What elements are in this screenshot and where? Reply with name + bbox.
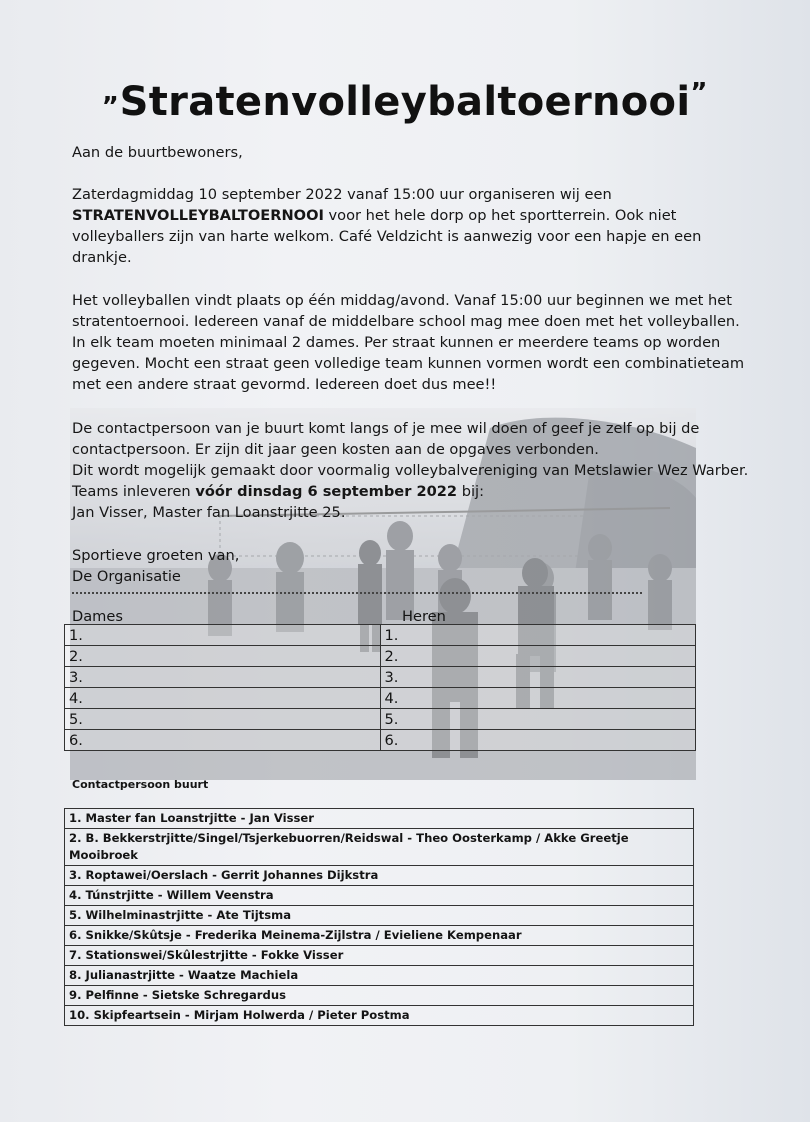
dames-slot-3[interactable]: 3.	[65, 667, 381, 688]
page-title	[0, 78, 810, 125]
heren-slot-2[interactable]: 2.	[380, 646, 696, 667]
paragraph-deadline	[72, 481, 752, 502]
table-row	[65, 1006, 694, 1026]
cut-line-divider	[72, 592, 642, 594]
deadline-pre: Teams inleveren	[72, 483, 196, 500]
contacts-heading: Contactpersoon buurt	[72, 778, 209, 791]
table-row	[65, 926, 694, 946]
contact-entry: 8. Julianastrjitte - Waatze Machiela	[65, 966, 694, 986]
paragraph-announcement-pre: Zaterdagmiddag 10 september 2022 vanaf 15:00 uur organiseren wij een	[72, 186, 612, 203]
contact-entry: 10. Skipfeartsein - Mirjam Holwerda / Pieter Postma	[65, 1006, 694, 1026]
table-row	[65, 946, 694, 966]
heren-slot-1[interactable]: 1.	[380, 625, 696, 646]
closing-line-2: De Organisatie	[72, 568, 181, 585]
title-text: Stratenvolleybaltoernooi	[119, 79, 691, 125]
heren-slot-3[interactable]: 3.	[380, 667, 696, 688]
closing-line-1: Sportieve groeten van,	[72, 547, 240, 564]
dames-slot-4[interactable]: 4.	[65, 688, 381, 709]
dames-slot-5[interactable]: 5.	[65, 709, 381, 730]
contact-entry: 7. Stationswei/Skûlestrjitte - Fokke Visser	[65, 946, 694, 966]
registration-table	[64, 624, 696, 751]
dames-slot-6[interactable]: 6.	[65, 730, 381, 751]
contacts-table	[64, 808, 694, 1026]
heren-slot-5[interactable]: 5.	[380, 709, 696, 730]
contact-entry: 9. Pelfinne - Sietske Schregardus	[65, 986, 694, 1006]
paragraph-contact: De contactpersoon van je buurt komt langs of je mee wil doen of geef je zelf op bij de contactpersoon. Er zijn dit jaar geen kosten aan de opgaves verbonden.	[72, 420, 700, 458]
title-quote-open: „	[102, 78, 120, 108]
contact-entry: 2. B. Bekkerstrjitte/Singel/Tsjerkebuorren/Reidswal - Theo Oosterkamp / Akke Greetje Mooibroek	[65, 829, 694, 866]
table-row	[65, 866, 694, 886]
title-quote-close: ”	[690, 78, 708, 108]
heren-slot-4[interactable]: 4.	[380, 688, 696, 709]
table-row	[65, 667, 696, 688]
deadline-date-bold: vóór dinsdag 6 september 2022	[195, 483, 458, 500]
contact-entry: 1. Master fan Loanstrjitte - Jan Visser	[65, 809, 694, 829]
event-name-bold: STRATENVOLLEYBALTOERNOOI	[72, 207, 324, 224]
table-row	[65, 829, 694, 866]
dames-slot-1[interactable]: 1.	[65, 625, 381, 646]
contact-entry: 3. Roptawei/Oerslach - Gerrit Johannes Dijkstra	[65, 866, 694, 886]
contact-entry: 4. Túnstrjitte - Willem Veenstra	[65, 886, 694, 906]
table-row	[65, 966, 694, 986]
contact-entry: 6. Snikke/Skûtsje - Frederika Meinema-Zijlstra / Evieliene Kempenaar	[65, 926, 694, 946]
table-row	[65, 625, 696, 646]
heren-slot-6[interactable]: 6.	[380, 730, 696, 751]
paragraph-announcement-post: voor het hele dorp op het sportterrein. Ook niet volleyballers zijn van harte welkom. Café Veldzicht is aanwezig voor een hapje en een drankje.	[72, 207, 702, 266]
heren-label: Heren	[402, 608, 446, 625]
table-row	[65, 646, 696, 667]
table-row	[65, 906, 694, 926]
greeting: Aan de buurtbewoners,	[72, 144, 243, 161]
table-row	[65, 688, 696, 709]
dames-slot-2[interactable]: 2.	[65, 646, 381, 667]
table-row	[65, 709, 696, 730]
table-row	[65, 809, 694, 829]
table-row	[65, 730, 696, 751]
paragraph-sponsor: Dit wordt mogelijk gemaakt door voormalig volleybalvereniging van Metslawier Wez Warber.	[72, 462, 749, 479]
dames-label: Dames	[72, 608, 123, 625]
paragraph-rules: Het volleyballen vindt plaats op één middag/avond. Vanaf 15:00 uur beginnen we met het stratentoernooi. Iedereen vanaf de middelbare school mag mee doen met het volleyballen. In elk team moeten minimaal 2 dames. Per straat kunnen er meerdere teams op worden gegeven. Mocht een straat geen volledige team kunnen vormen wordt een combinatieteam met een andere straat gevormd. Iedereen doet dus mee!!	[72, 292, 745, 393]
contact-entry: 5. Wilhelminastrjitte - Ate Tijtsma	[65, 906, 694, 926]
deadline-post: bij:	[457, 483, 485, 500]
paragraph-address: Jan Visser, Master fan Loanstrjitte 25.	[72, 504, 346, 521]
table-row	[65, 886, 694, 906]
paragraph-announcement	[72, 184, 752, 268]
table-row	[65, 986, 694, 1006]
